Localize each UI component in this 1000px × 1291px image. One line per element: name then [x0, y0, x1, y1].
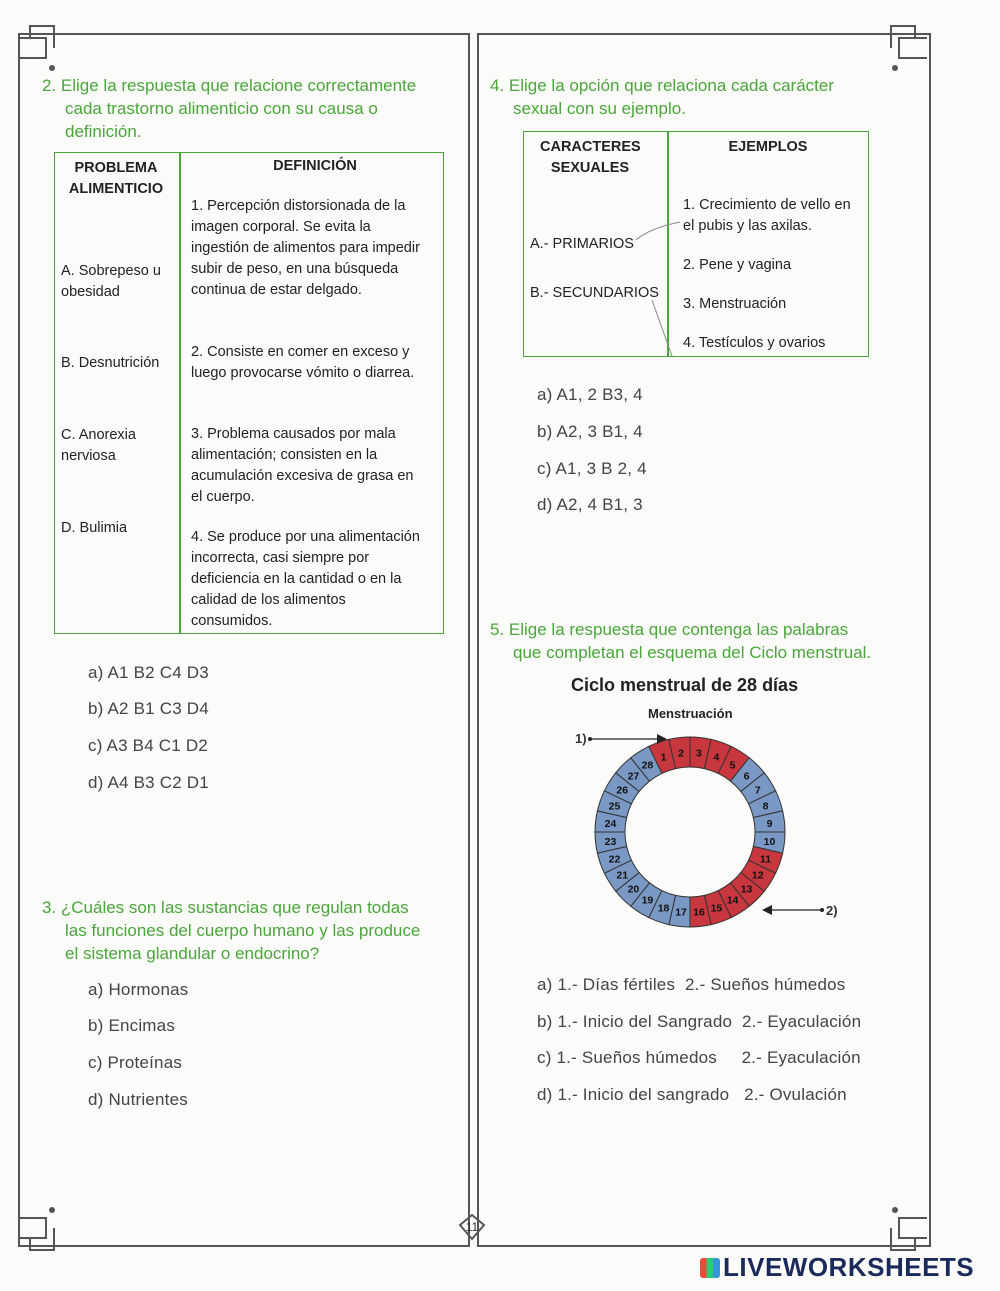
q4-option-a[interactable]: a) A1, 2 B3, 4 — [537, 385, 643, 404]
q4-character-b: B.- SECUNDARIOS — [530, 285, 659, 301]
menstrual-cycle-diagram — [560, 720, 860, 940]
cycle-day-label: 12 — [751, 869, 764, 882]
q4-example-4: 4. Testículos y ovarios — [683, 335, 826, 351]
cycle-day-label: 17 — [675, 906, 687, 919]
cycle-day-label: 4 — [713, 751, 720, 764]
q5-option-c[interactable]: c) 1.- Sueños húmedos 2.- Eyaculación — [537, 1048, 861, 1067]
q4-text-line2: sexual con su ejemplo. — [513, 99, 686, 118]
q5-option-d[interactable]: d) 1.- Inicio del sangrado 2.- Ovulación — [537, 1085, 847, 1104]
q4-character-a: A.- PRIMARIOS — [530, 236, 634, 252]
q4-option-c[interactable]: c) A1, 3 B 2, 4 — [537, 459, 647, 478]
cycle-day-label: 16 — [693, 906, 705, 919]
q5-option-a[interactable]: a) 1.- Días fértiles 2.- Sueños húmedos — [537, 975, 846, 994]
cycle-day-label: 14 — [726, 894, 739, 907]
cycle-day-label: 21 — [616, 869, 629, 882]
cycle-day-label: 10 — [763, 835, 776, 848]
cycle-day-label: 13 — [740, 883, 753, 896]
q4-example-2: 2. Pene y vagina — [683, 257, 792, 273]
cycle-day-label: 3 — [696, 747, 702, 760]
q3-text-line3: el sistema glandular o endocrino? — [65, 944, 320, 963]
q2-definition-4: 4. Se produce por una alimentación incorrecta, casi siempre por deficiencia en la cantidad o en la calidad de los alimentos consumidos. — [191, 529, 420, 629]
q2-col1-header: PROBLEMA ALIMENTICIO — [68, 160, 164, 197]
cycle-chart-title: Ciclo menstrual de 28 días — [571, 675, 799, 695]
q2-definition-1: 1. Percepción distorsionada de la imagen corporal. Se evita la ingestión de alimentos para impedir subir de peso, en una búsqueda continua de estar delgado. — [191, 198, 420, 298]
cycle-day-label: 27 — [627, 770, 640, 783]
cycle-day-label: 5 — [729, 759, 736, 772]
q5-text-line1: 5. Elige la respuesta que contenga las palabras — [490, 620, 849, 639]
q2-text-line1: 2. Elige la respuesta que relacione correctamente — [42, 76, 417, 95]
cycle-day-label: 1 — [660, 751, 667, 764]
q4-text-line1: 4. Elige la opción que relaciona cada carácter — [490, 76, 834, 95]
q2-problem-c: C. Anorexia nerviosa — [61, 427, 136, 464]
q4-col1-header: CARACTERES SEXUALES — [540, 139, 641, 176]
cycle-day-label: 9 — [766, 818, 773, 831]
q2-option-a[interactable]: a) A1 B2 C4 D3 — [88, 663, 209, 682]
q4-option-d[interactable]: d) A2, 4 B1, 3 — [537, 495, 643, 514]
q2-problem-d: D. Bulimia — [61, 520, 128, 536]
q3-text-line1: 3. ¿Cuáles son las sustancias que regulan todas — [42, 898, 409, 917]
cycle-day-label: 24 — [604, 818, 617, 831]
cycle-day-label: 15 — [710, 902, 723, 915]
q2-text-line2: cada trastorno alimenticio con su causa o — [65, 99, 378, 118]
cycle-day-label: 26 — [616, 784, 629, 797]
cycle-day-label: 6 — [743, 770, 750, 783]
cycle-day-label: 8 — [762, 800, 769, 813]
cycle-marker-1: 1) — [575, 731, 587, 746]
q3-option-a[interactable]: a) Hormonas — [88, 980, 189, 999]
menstruation-label: Menstruación — [648, 706, 733, 721]
brand-name: LIVEWORKSHEETS — [723, 1252, 975, 1282]
q5-option-b[interactable]: b) 1.- Inicio del Sangrado 2.- Eyaculación — [537, 1012, 862, 1031]
cycle-day-label: 22 — [608, 853, 621, 866]
q5-text-line2: que completan el esquema del Ciclo menstrual. — [513, 643, 872, 662]
q2-option-d[interactable]: d) A4 B3 C2 D1 — [88, 773, 209, 792]
cycle-day-label: 18 — [657, 902, 670, 915]
liveworksheets-logo-icon — [700, 1258, 720, 1278]
page-number: 11 — [465, 1220, 479, 1234]
q2-definition-2: 2. Consiste en comer en exceso y luego provocarse vómito o diarrea. — [191, 344, 415, 381]
q4-example-1: 1. Crecimiento de vello en el pubis y las axilas. — [683, 197, 851, 234]
q4-example-3: 3. Menstruación — [683, 296, 787, 312]
cycle-day-label: 11 — [759, 853, 772, 866]
cycle-day-label: 7 — [754, 784, 761, 797]
q4-col2-header: EJEMPLOS — [728, 139, 808, 155]
liveworksheets-logo — [700, 1252, 974, 1283]
q2-definition-3: 3. Problema causados por mala alimentación; consisten en la acumulación excesiva de grasa en el cuerpo. — [191, 426, 414, 505]
q2-text-line3: definición. — [65, 122, 142, 141]
cycle-marker-2: 2) — [826, 903, 838, 918]
cycle-day-label: 19 — [641, 894, 654, 907]
q3-option-b[interactable]: b) Encimas — [88, 1016, 176, 1035]
q3-option-d[interactable]: d) Nutrientes — [88, 1090, 188, 1109]
cycle-day-label: 20 — [627, 883, 640, 896]
cycle-day-label: 25 — [608, 800, 621, 813]
q2-problem-b: B. Desnutrición — [61, 355, 160, 371]
q2-problem-a: A. Sobrepeso u obesidad — [61, 263, 161, 300]
cycle-day-label: 23 — [604, 835, 617, 848]
cycle-day-label: 2 — [678, 747, 684, 760]
q4-option-b[interactable]: b) A2, 3 B1, 4 — [537, 422, 643, 441]
q2-option-b[interactable]: b) A2 B1 C3 D4 — [88, 699, 209, 718]
q2-col2-header: DEFINICIÓN — [273, 158, 357, 174]
q2-option-c[interactable]: c) A3 B4 C1 D2 — [88, 736, 208, 755]
q3-option-c[interactable]: c) Proteínas — [88, 1053, 183, 1072]
q3-text-line2: las funciones del cuerpo humano y las produce — [65, 921, 421, 940]
cycle-day-label: 28 — [641, 759, 654, 772]
